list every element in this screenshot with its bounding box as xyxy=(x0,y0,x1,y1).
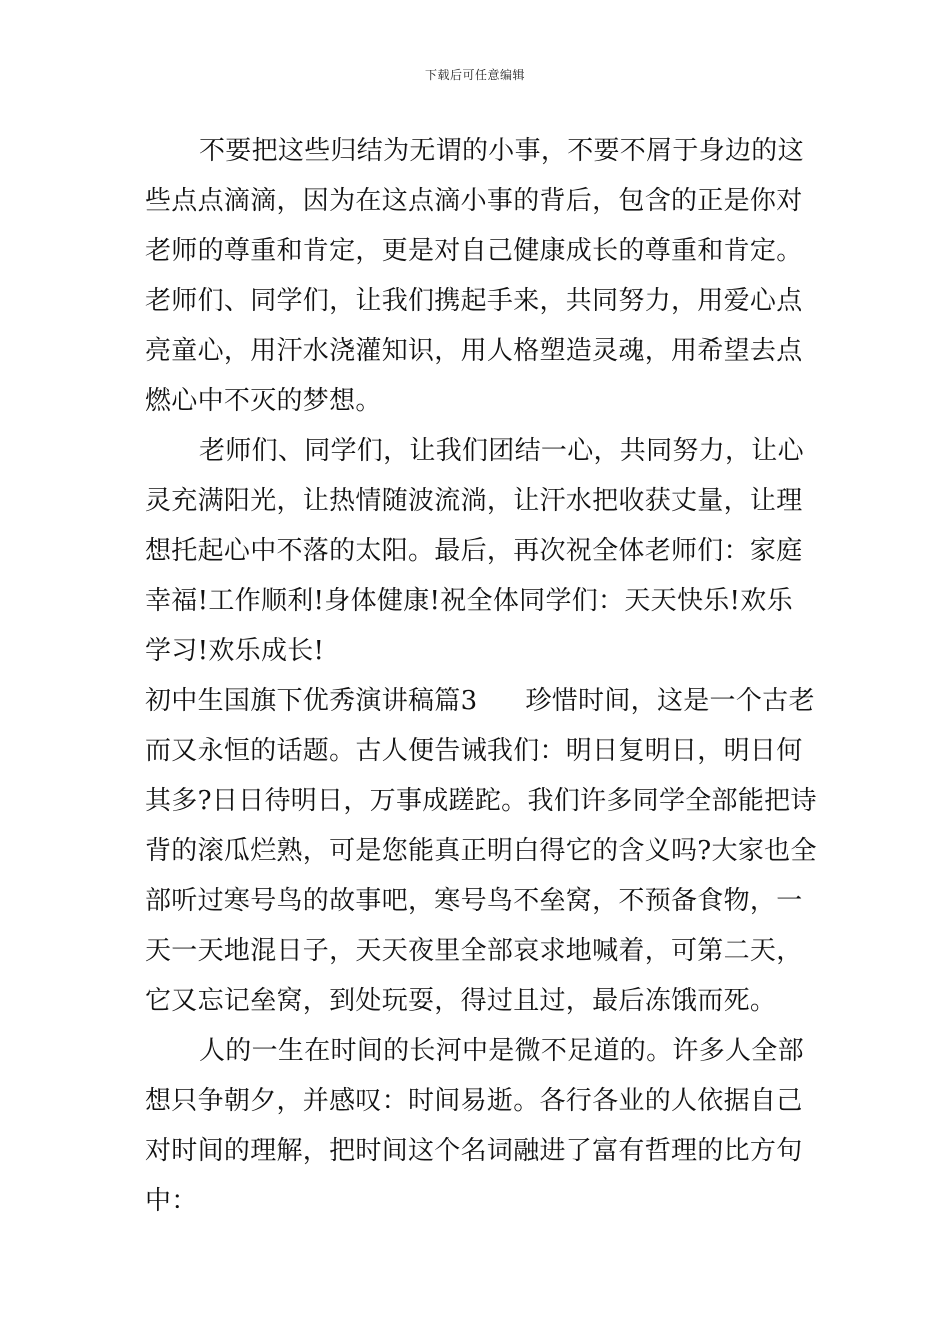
document-body xyxy=(145,126,817,1226)
text-line: 灵充满阳光，让热情随波流淌，让汗水把收获丈量，让理 xyxy=(145,486,803,516)
text-line: 中： xyxy=(145,1186,198,1216)
header-note: 下载后可任意编辑 xyxy=(424,68,525,82)
text-line: 珍惜时间，这是一个古老 xyxy=(525,686,815,716)
text-line: 老师的尊重和肯定，更是对自己健康成长的尊重和肯定。 xyxy=(145,236,803,266)
text-line: 背的滚瓜烂熟，可是您能真正明白得它的含义吗?大家也全 xyxy=(145,836,817,866)
text-line: 亮童心，用汗水浇灌知识，用人格塑造灵魂，用希望去点 xyxy=(145,336,803,366)
text-line: 想托起心中不落的太阳。最后，再次祝全体老师们：家庭 xyxy=(145,536,803,566)
text-line: 部听过寒号鸟的故事吧，寒号鸟不垒窝，不预备食物，一 xyxy=(145,886,803,916)
section-title: 初中生国旗下优秀演讲稿篇3 xyxy=(145,686,478,716)
text-line: 天一天地混日子，天天夜里全部哀求地喊着，可第二天， xyxy=(145,936,803,966)
text-line: 它又忘记垒窝，到处玩耍，得过且过，最后冻饿而死。 xyxy=(145,986,777,1016)
text-line: 学习!欢乐成长! xyxy=(145,636,325,666)
text-line: 想只争朝夕，并感叹：时间易逝。各行各业的人依据自己 xyxy=(145,1086,803,1116)
text-line: 人的一生在时间的长河中是微不足道的。许多人全部 xyxy=(199,1036,804,1066)
text-line: 燃心中不灭的梦想。 xyxy=(145,386,382,416)
text-line: 而又永恒的话题。古人便告诫我们：明日复明日，明日何 xyxy=(145,736,803,766)
text-line: 不要把这些归结为无谓的小事，不要不屑于身边的这 xyxy=(199,136,804,166)
text-line: 幸福!工作顺利!身体健康!祝全体同学们：天天快乐!欢乐 xyxy=(145,586,793,616)
text-line: 老师们、同学们，让我们团结一心，共同努力，让心 xyxy=(199,436,804,466)
text-line: 其多?日日待明日，万事成蹉跎。我们许多同学全部能把诗 xyxy=(145,786,817,816)
text-line: 些点点滴滴，因为在这点滴小事的背后，包含的正是你对 xyxy=(145,186,803,216)
text-line: 对时间的理解，把时间这个名词融进了富有哲理的比方句 xyxy=(145,1136,803,1166)
section-heading-line xyxy=(145,676,815,726)
text-line: 老师们、同学们，让我们携起手来，共同努力，用爱心点 xyxy=(145,286,803,316)
